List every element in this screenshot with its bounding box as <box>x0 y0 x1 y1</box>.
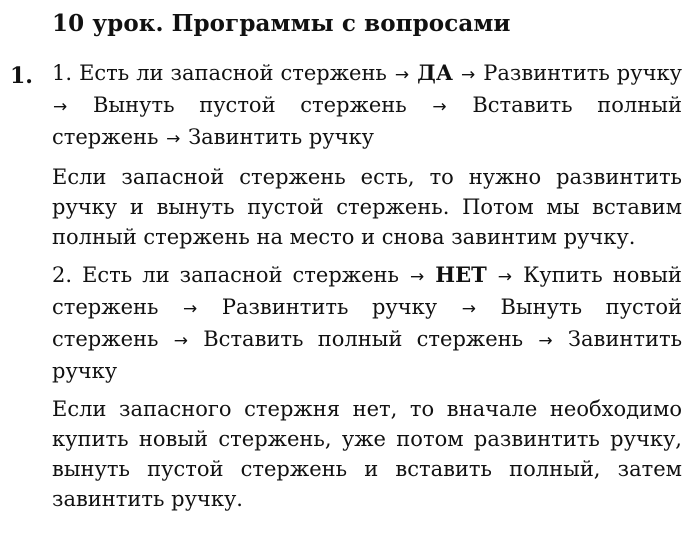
case-1-sequence <box>52 58 682 154</box>
case-2-sequence <box>52 260 682 386</box>
arrow-icon: → <box>394 65 410 85</box>
case-1-question: Есть ли запасной стержень <box>79 61 387 85</box>
arrow-icon: → <box>460 65 476 85</box>
case-2-step: Развинтить ручку <box>221 295 438 319</box>
case-1-answer: ДА <box>417 60 453 85</box>
task-number: 1. <box>10 63 33 89</box>
arrow-icon: → <box>497 267 513 287</box>
case-2-answer: НЕТ <box>435 262 487 287</box>
task-body <box>52 58 682 514</box>
case-2-step: Купить новый стержень <box>52 263 682 319</box>
case-2-step: Вставить полный стержень <box>203 327 524 351</box>
case-2-label: 2. <box>52 263 73 287</box>
lesson-title: 10 урок. Программы с вопросами <box>52 10 511 37</box>
case-1-step: Вынуть пустой стержень <box>92 93 407 117</box>
case-2-question: Есть ли запасной стержень <box>82 263 399 287</box>
arrow-icon: → <box>538 331 553 351</box>
arrow-icon: → <box>166 129 181 149</box>
arrow-icon: → <box>183 299 198 319</box>
case-2-step: Завинтить ручку <box>52 327 683 383</box>
case-2-step: Вынуть пустой стержень <box>52 295 682 351</box>
case-1-step: Завинтить ручку <box>188 125 374 149</box>
arrow-icon: → <box>53 97 68 117</box>
arrow-icon: → <box>461 299 476 319</box>
case-2-explanation: Если запасного стержня нет, то вначале необходимо купить новый стержень, уже потом развинтить ручку, вынуть пустой стержень и вставить полный, затем завинтить ручку. <box>52 397 682 511</box>
arrow-icon: → <box>432 97 447 117</box>
case-1-explanation: Если запасной стержень есть, то нужно развинтить ручку и вынуть пустой стержень. Потом мы вставим полный стержень на место и снова завинтим ручку. <box>52 165 682 249</box>
arrow-icon: → <box>173 331 188 351</box>
case-1-label: 1. <box>52 61 73 85</box>
case-1-step: Вставить полный стержень <box>52 93 682 149</box>
case-1-step: Развинтить ручку <box>483 61 682 85</box>
arrow-icon: → <box>410 267 425 287</box>
